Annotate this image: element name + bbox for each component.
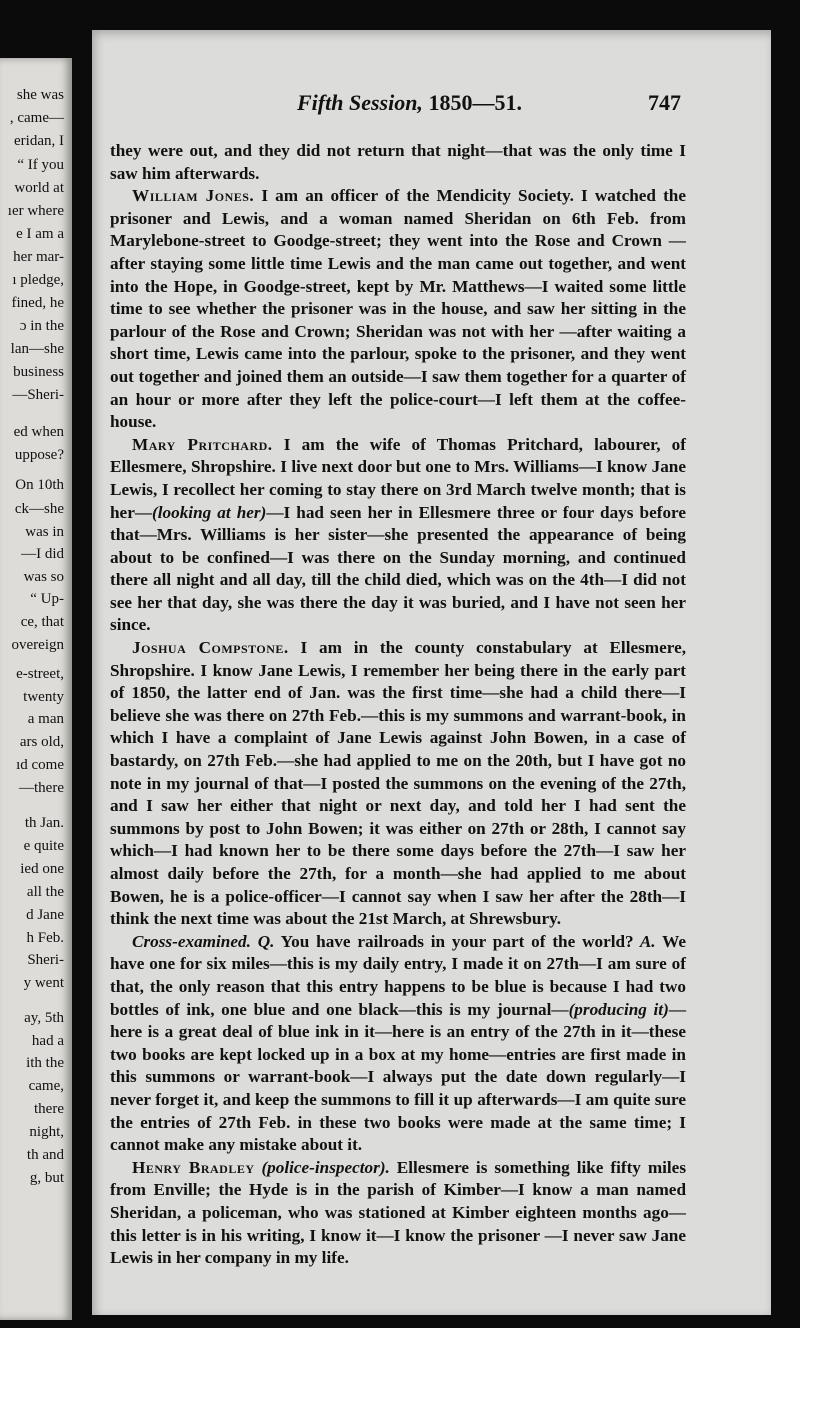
testimony-text: I am an officer of the Mendicity Society. I watched the prisoner and Lewis, and a woman named Sheridan on 6th Feb. from Marylebone-street to Goodge-street; they went into the Rose and Crown —after staying some little time Lewis and the man came out together, and went into the Hope, in Goodge-street, kept by Mr. Matthews—I waited some little time to see whether the prisoner was in the house, and saw her sitting in the parlour of the Rose and Crown; Sheridan was not with her —after waiting a short time, Lewis came into the parlour, spoke to the prisoner, and they went out together and joined them an outside—I saw them together for a quarter of an hour or more after they left the police-court—I left them at the coffee-house. — [110, 186, 686, 432]
facing-page-line: g, but — [29, 1170, 64, 1186]
facing-page-line: fined, he — [11, 295, 64, 311]
facing-page-line: Sheri- — [27, 952, 64, 968]
facing-page-line: eridan, I — [14, 133, 64, 149]
facing-page-line: her mar- — [13, 249, 64, 265]
facing-page-line: e-street, — [16, 666, 64, 682]
facing-page-line: had a — [31, 1033, 64, 1049]
session-years: 1850—51. — [428, 90, 522, 115]
running-title — [297, 90, 522, 116]
facing-page-line: th and — [26, 1147, 64, 1163]
facing-page-line: came, — [28, 1078, 64, 1094]
testimony-text: —I had seen her in Ellesmere three or four days before that—Mrs. Williams is her sister—she presented the appearance of being about to be confined—I was there on the Sunday morning, and continued there all night and all day, till the child died, which was on the 4th—I did not see her that day, she was there the day it was buried, and I have not seen her since. — [110, 502, 686, 635]
facing-page-line: was in — [25, 524, 64, 540]
facing-page-line: all the — [26, 884, 64, 900]
facing-page-fragment — [0, 58, 72, 1320]
facing-page-line: she was — [16, 87, 64, 103]
facing-page-line: business — [13, 364, 64, 380]
testimony-text: We have one for six miles—this is my daily entry, I made it on 27th—I am sure of that, the only reason that this entry happens to be blue is because I had two bottles of ink, one blue and one black—this is my journal— — [110, 931, 687, 1019]
cross-examined-label: Cross-examined. — [132, 931, 251, 951]
facing-page-line: On 10th — [15, 477, 64, 493]
page-header — [92, 90, 771, 118]
witness-role: (police-inspector). — [261, 1157, 390, 1177]
facing-page-line: h Feb. — [26, 930, 64, 946]
facing-page-line: ı pledge, — [12, 272, 64, 288]
facing-page-line: a man — [27, 711, 64, 727]
witness-name: William Jones. — [132, 186, 255, 206]
facing-page-line: y went — [23, 975, 64, 991]
facing-page-line: —there — [19, 780, 64, 796]
facing-page-line: e I am a — [16, 226, 64, 242]
facing-page-line: night, — [29, 1124, 64, 1140]
facing-page-line: uppose? — [14, 447, 64, 463]
facing-page-line: e quite — [23, 838, 64, 854]
cross-examination — [110, 931, 686, 1157]
witness-name: Joshua Compstone. — [132, 638, 289, 658]
facing-page-line: overeign — [11, 637, 64, 653]
facing-page-line: —Sheri- — [12, 387, 64, 403]
testimony-mary-pritchard — [110, 434, 686, 637]
session-title: Fifth Session, — [297, 90, 423, 115]
facing-page-line: , came— — [9, 110, 64, 126]
page-number: 747 — [648, 90, 681, 115]
stage-direction: (producing it) — [568, 999, 669, 1019]
scan-margin — [0, 1328, 821, 1402]
answer-marker: A. — [633, 931, 656, 951]
facing-page-line: ıer where — [7, 203, 64, 219]
facing-page-line: ck—she — [14, 501, 64, 517]
facing-page-line: lan—she — [10, 341, 64, 357]
witness-name: Mary Pritchard. — [132, 434, 273, 454]
facing-page-line: ıd come — [16, 757, 64, 773]
facing-page-line: th Jan. — [24, 815, 64, 831]
testimony-william-jones — [110, 185, 686, 434]
testimony-text: I am the wife of Thomas Pritchard, labourer, of Ellesmere, Shropshire. I live next door but one to Mrs. Williams—I know Jane Lewis, I recollect her coming to stay there on 3rd March twelve month; that is her— — [110, 434, 686, 522]
witness-name: Henry Bradley — [132, 1157, 255, 1177]
facing-page-line: ɔ in the — [19, 318, 64, 334]
facing-page-line: ay, 5th — [24, 1010, 64, 1026]
testimony-text: —here is a great deal of blue ink in it—here is an entry of the 27th in it—these two books are kept locked up in a box at my home—entries are first made in this summons or warrant-book—I always put the date down regularly—I never forget it, and keep the summons to fill it up afterwards—I am quite sure the entries of 27th Feb. in these two books were made at the same time; I cannot make any mistake about it. — [110, 999, 686, 1155]
testimony-text: I am in the county constabulary at Ellesmere, Shropshire. I know Jane Lewis, I remember her being there in the early part of 1850, the latter end of Jan. was the first time—she had a child there—I believe she was there on 27th Feb.—this is my summons and warrant-book, in which I have a complaint of Jane Lewis against John Bowen, in a case of bastardy, on 27th Feb.—she had applied to me on the 20th, but I have got no note in my journal of that—I posted the summons on the evening of the 27th, and I saw her either that night or next day, and told her I had sent the summons by post to John Bowen; it was either on 27th or 28th, I cannot say which—I had known her to be there some days before the 27th—I saw her almost daily before the 27th, for a month—she had applied to me about Bowen, he is a police-officer—I cannot say when I saw her after the 28th—I think the next time was about the 21st March, at Shrewsbury. — [110, 638, 686, 929]
testimony-text: Ellesmere is something like fifty miles from Enville; the Hyde is in the parish of Kimber—I know a man named Sheridan, a policeman, who was stationed at Kimber eighteen months ago—this letter is in his writing, I know it—I know the prisoner —I never saw Jane Lewis in her company in my life. — [110, 1157, 687, 1268]
facing-page-line: ars old, — [19, 734, 64, 750]
facing-page-line: —I did — [21, 546, 64, 562]
facing-page-line: “ Up- — [30, 591, 64, 607]
paragraph-continuation — [110, 140, 686, 185]
facing-page-line: ith the — [26, 1055, 64, 1071]
facing-page-line: d Jane — [26, 907, 64, 923]
question-text: You have railroads in your part of the world? — [274, 931, 634, 951]
facing-page-line: ed when — [13, 424, 64, 440]
facing-page-line: world at — [14, 180, 64, 196]
book-page — [92, 30, 771, 1315]
facing-page-line: there — [34, 1101, 64, 1117]
question-marker: Q. — [250, 931, 275, 951]
facing-page-line: ce, that — [20, 614, 64, 630]
testimony-henry-bradley — [110, 1157, 686, 1270]
facing-page-line: was so — [23, 569, 64, 585]
text-span: they were out, and they did not return that night—that was the only time I saw him afterwards. — [110, 141, 686, 183]
page-body — [110, 140, 686, 1270]
testimony-joshua-compstone — [110, 637, 686, 931]
facing-page-line: “ If you — [17, 157, 64, 173]
facing-page-line: ied one — [20, 861, 64, 877]
stage-direction: (looking at her) — [152, 502, 267, 522]
facing-page-line: twenty — [23, 689, 64, 705]
